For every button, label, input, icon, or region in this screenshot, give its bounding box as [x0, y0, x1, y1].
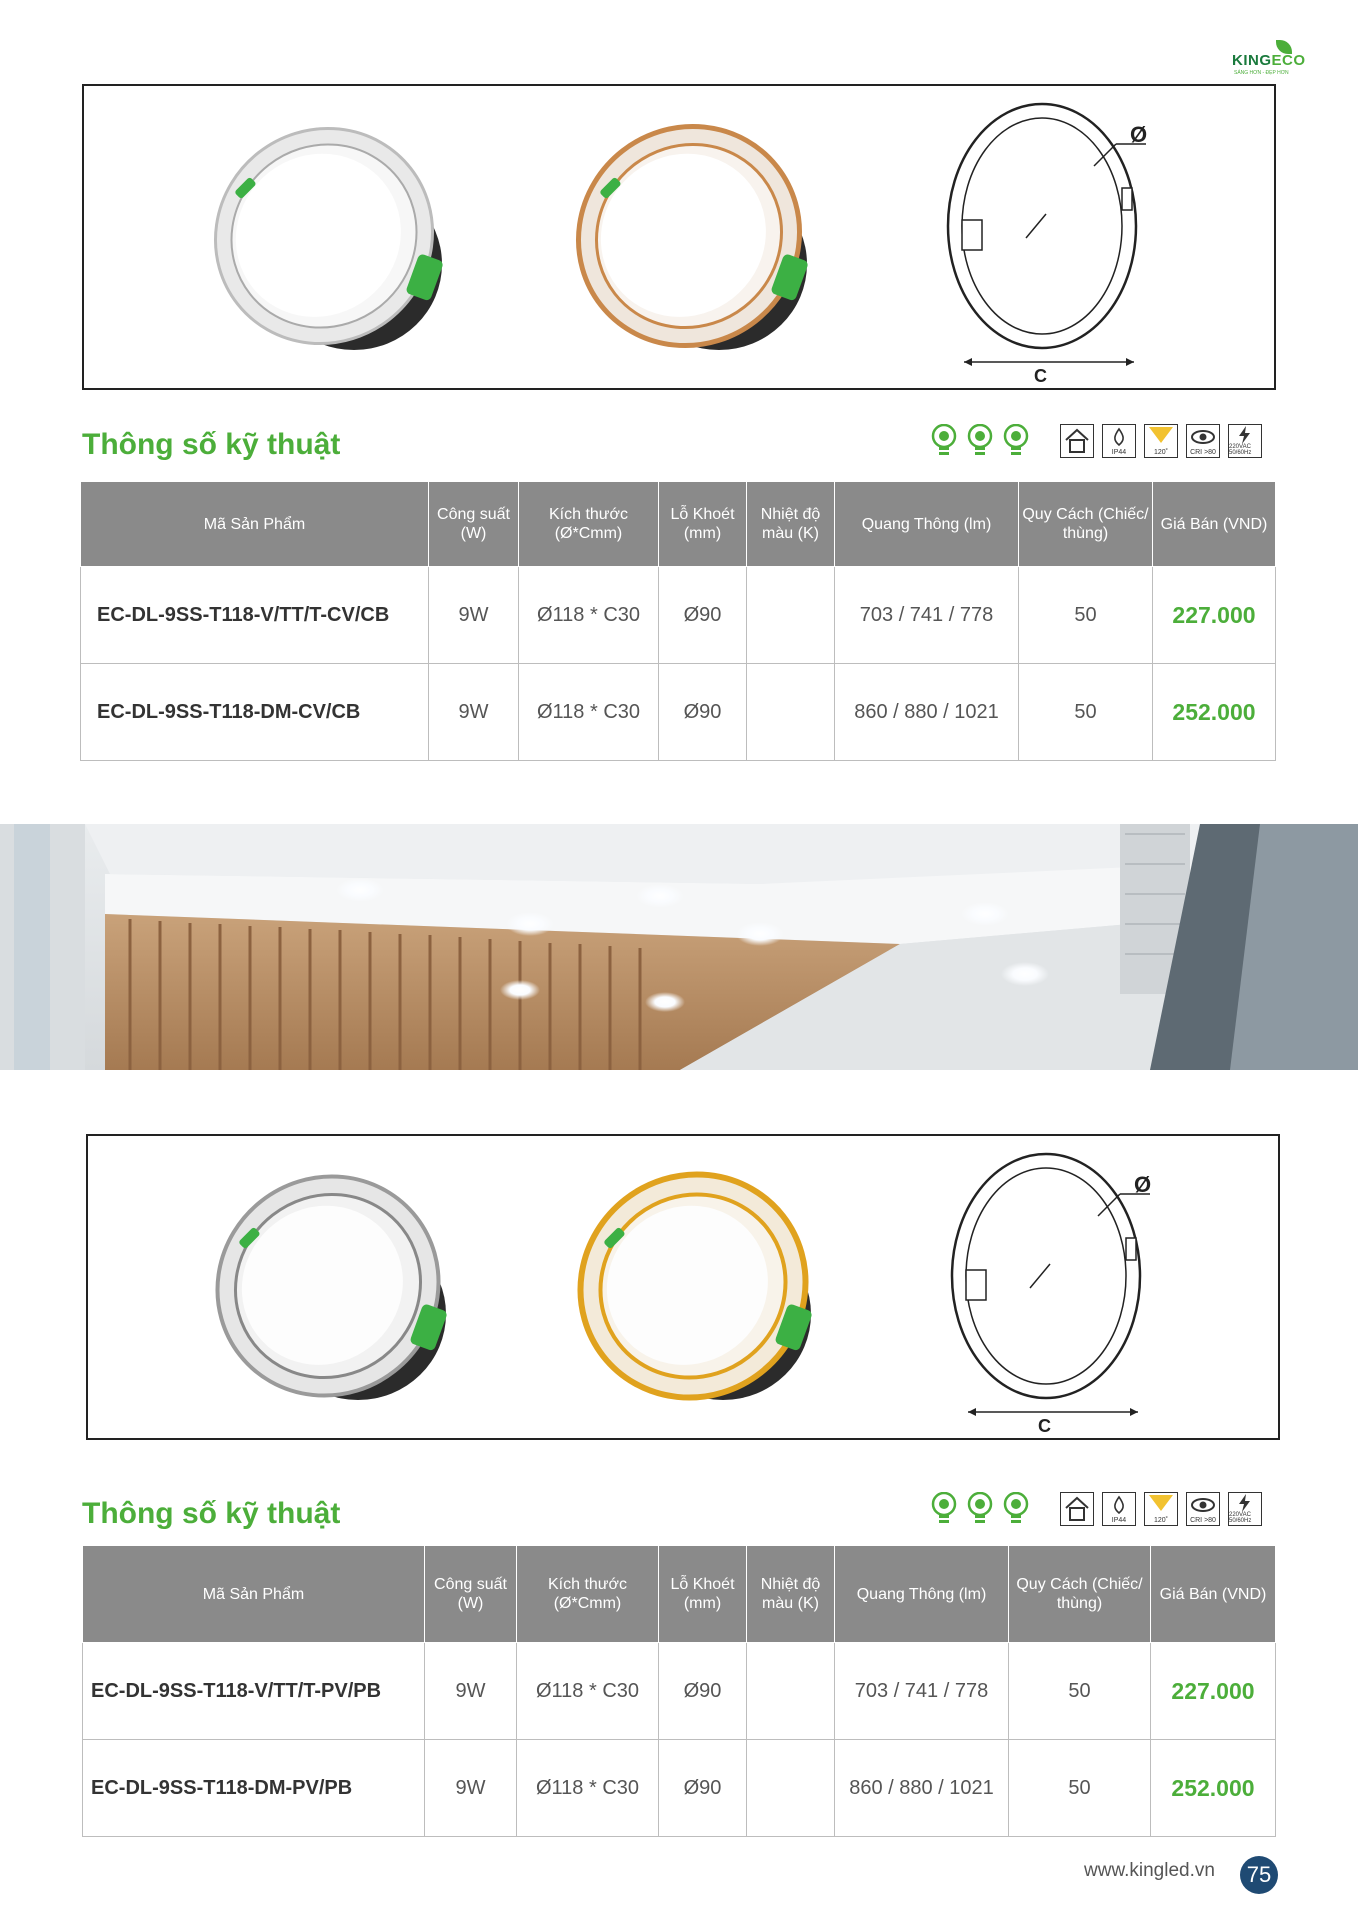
price-value: 252.000: [1153, 664, 1276, 761]
table-row: [81, 567, 1276, 664]
cri-eye-icon: CRI >80: [1186, 424, 1220, 458]
header-size: Kích thước (Ø*Cmm): [519, 482, 659, 567]
dimension-diagram: [948, 104, 1147, 386]
voltage-icon: 220VAC 50/60Hz: [1228, 424, 1262, 458]
led-bulb-icon: [966, 1492, 994, 1526]
cri-eye-icon: CRI >80: [1186, 1492, 1220, 1526]
color-temp-value: [747, 567, 835, 664]
indoor-house-icon: [1060, 424, 1094, 458]
cutout-value: Ø90: [659, 664, 747, 761]
header-lumen: Quang Thông (lm): [835, 482, 1019, 567]
header-price: Giá Bán (VND): [1151, 1546, 1276, 1643]
product-code: EC-DL-9SS-T118-DM-CV/CB: [81, 664, 429, 761]
diameter-label: Ø: [1134, 1172, 1152, 1197]
size-value: Ø118 * C30: [517, 1643, 659, 1740]
cutout-value: Ø90: [659, 1643, 747, 1740]
header-product-code: Mã Sản Phẩm: [83, 1546, 425, 1643]
depth-label: C: [1034, 366, 1047, 386]
ceiling-photo: [0, 824, 1358, 1070]
ip44-icon: IP44: [1102, 1492, 1136, 1526]
spec-table-1: [80, 481, 1276, 761]
footer-url[interactable]: www.kingled.vn: [1084, 1860, 1215, 1881]
power-value: 9W: [425, 1740, 517, 1837]
header-cutout: Lỗ Khoét (mm): [659, 1546, 747, 1643]
packing-value: 50: [1019, 567, 1153, 664]
header-lumen: Quang Thông (lm): [835, 1546, 1009, 1643]
product-code: EC-DL-9SS-T118-V/TT/T-CV/CB: [81, 567, 429, 664]
product-code: EC-DL-9SS-T118-V/TT/T-PV/PB: [83, 1643, 425, 1740]
page-number-badge: 75: [1240, 1856, 1278, 1894]
product-images: [88, 1136, 1278, 1438]
header-color-temp: Nhiệt độ màu (K): [747, 1546, 835, 1643]
product-images: [84, 86, 1274, 388]
ip44-icon: IP44: [1102, 424, 1136, 458]
header-product-code: Mã Sản Phẩm: [81, 482, 429, 567]
lumen-value: 703 / 741 / 778: [835, 1643, 1009, 1740]
color-temp-value: [747, 1740, 835, 1837]
lumen-value: 860 / 880 / 1021: [835, 664, 1019, 761]
dimension-diagram: [952, 1154, 1151, 1436]
power-value: 9W: [429, 664, 519, 761]
voltage-icon: 220VAC 50/60Hz: [1228, 1492, 1262, 1526]
color-temp-value: [747, 664, 835, 761]
ceiling-photo-banner: [0, 824, 1358, 1070]
power-value: 9W: [429, 567, 519, 664]
beam-angle-icon: 120˚: [1144, 424, 1178, 458]
header-color-temp: Nhiệt độ màu (K): [747, 482, 835, 567]
logo-accent: ECO: [1271, 52, 1306, 69]
product-image-box-1: [82, 84, 1276, 390]
header-packing: Quy Cách (Chiếc/ thùng): [1009, 1546, 1151, 1643]
indoor-house-icon: [1060, 1492, 1094, 1526]
led-bulb-icon: [1002, 424, 1030, 458]
packing-value: 50: [1009, 1740, 1151, 1837]
price-value: 227.000: [1151, 1643, 1276, 1740]
power-value: 9W: [425, 1643, 517, 1740]
table-row: [83, 1740, 1276, 1837]
cutout-value: Ø90: [659, 1740, 747, 1837]
downlight-gold-image: [535, 1136, 850, 1438]
table-header-row: [83, 1546, 1276, 1643]
led-bulb-icon: [930, 1492, 958, 1526]
header-power: Công suất (W): [425, 1546, 517, 1643]
header-price: Giá Bán (VND): [1153, 482, 1276, 567]
header-size: Kích thước (Ø*Cmm): [517, 1546, 659, 1643]
led-bulb-icon: [930, 424, 958, 458]
icon-row-2: [930, 1492, 1262, 1526]
lumen-value: 703 / 741 / 778: [835, 567, 1019, 664]
packing-value: 50: [1019, 664, 1153, 761]
size-value: Ø118 * C30: [519, 567, 659, 664]
product-code: EC-DL-9SS-T118-DM-PV/PB: [83, 1740, 425, 1837]
table-row: [83, 1643, 1276, 1740]
downlight-silver-image: [172, 86, 476, 387]
cutout-value: Ø90: [659, 567, 747, 664]
packing-value: 50: [1009, 1643, 1151, 1740]
header-power: Công suất (W): [429, 482, 519, 567]
depth-label: C: [1038, 1416, 1051, 1436]
diameter-label: Ø: [1130, 122, 1148, 147]
header-packing: Quy Cách (Chiếc/ thùng): [1019, 482, 1153, 567]
downlight-gold-image: [534, 86, 843, 388]
table-row: [81, 664, 1276, 761]
spec-table-2: [82, 1545, 1276, 1837]
led-bulb-icon: [966, 424, 994, 458]
section-title-2: Thông số kỹ thuật: [82, 1497, 341, 1530]
logo-slogan: SÁNG HƠN - ĐẸP HƠN: [1234, 70, 1289, 76]
color-temp-value: [747, 1643, 835, 1740]
price-value: 252.000: [1151, 1740, 1276, 1837]
table-header-row: [81, 482, 1276, 567]
header-cutout: Lỗ Khoét (mm): [659, 482, 747, 567]
logo-main: KING: [1232, 52, 1272, 69]
section-title-1: Thông số kỹ thuật: [82, 428, 341, 461]
lumen-value: 860 / 880 / 1021: [835, 1740, 1009, 1837]
size-value: Ø118 * C30: [519, 664, 659, 761]
size-value: Ø118 * C30: [517, 1740, 659, 1837]
led-bulb-icon: [1002, 1492, 1030, 1526]
beam-angle-icon: 120˚: [1144, 1492, 1178, 1526]
product-image-box-2: [86, 1134, 1280, 1440]
price-value: 227.000: [1153, 567, 1276, 664]
icon-row-1: [930, 424, 1262, 458]
brand-logo: [1232, 40, 1322, 80]
downlight-silver-image: [173, 1136, 482, 1438]
